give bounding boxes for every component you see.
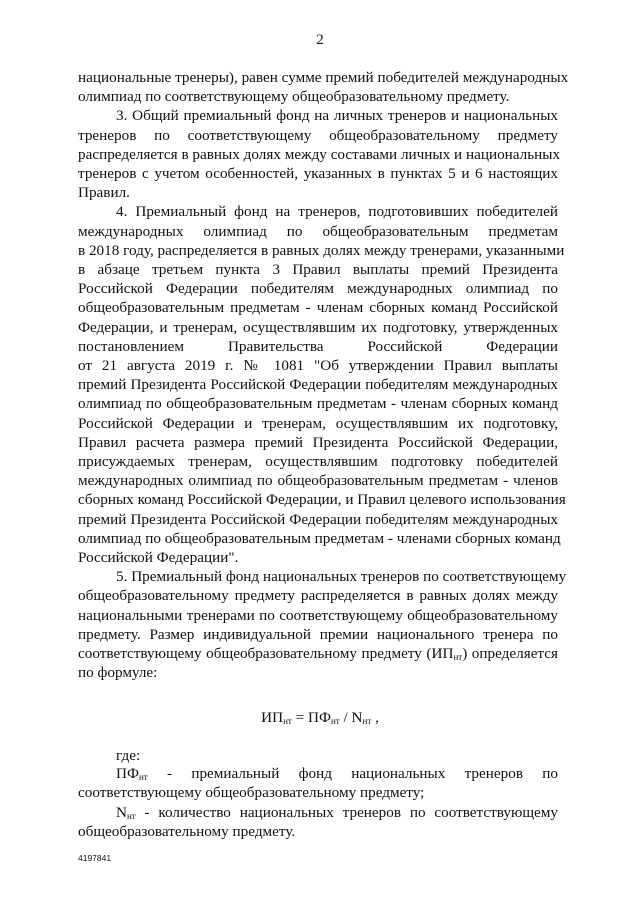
text-line	[78, 279, 558, 299]
text-line	[78, 586, 558, 606]
text-line-main: от 21 августа 2019 г. № 1081 "Об утверждении Правил выплаты	[78, 357, 558, 374]
text-line-main: соответствующему общеобразовательному предмету (ИП	[78, 645, 454, 662]
text-line-main: международных олимпиад по общеобразовательным предметам - членов	[78, 472, 558, 490]
text-line-rest: - количество национальных тренеров по соответствующему	[135, 803, 558, 821]
text-line-rest: ) определяется	[462, 645, 558, 662]
text-line-main: Российской Федерации".	[78, 549, 239, 566]
text-line	[78, 87, 558, 107]
text-line	[78, 394, 558, 414]
where-label: где:	[116, 747, 141, 764]
text-line	[78, 510, 558, 530]
text-line-main: предмету. Размер индивидуальной премии национального тренера по	[78, 625, 558, 643]
text-line	[78, 337, 558, 357]
text-line-main: олимпиад по общеобразовательным предметам - членам сборных команд	[78, 395, 558, 413]
text-line	[78, 414, 558, 434]
text-line-main: национальными тренерами по соответствующему общеобразовательному	[78, 606, 558, 624]
text-line	[116, 764, 558, 784]
text-line	[78, 183, 558, 203]
text-line	[78, 126, 558, 146]
text-line-main: олимпиад по общеобразовательным предметам - членами сборных команд	[78, 529, 561, 547]
text-line-main: тренеров с учетом особенностей, указанных в пунктах 5 и 6 настоящих	[78, 165, 558, 182]
formula-n-sub: нт	[362, 716, 372, 726]
text-line-main: Федерации, и тренерам, осуществлявшим их подготовку, утвержденных	[78, 318, 558, 336]
text-line-main: тренеров по соответствующему общеобразовательному предмету	[78, 126, 558, 144]
text-line-main: присуждаемых тренерам, осуществлявшим подготовку победителей	[78, 453, 558, 470]
text-line	[78, 164, 558, 184]
text-line	[78, 625, 558, 645]
text-line	[78, 356, 558, 376]
text-line-main: премий Президента Российской Федерации победителям международных	[78, 510, 558, 528]
text-line	[78, 490, 566, 510]
text-line-main: ПФ	[116, 765, 139, 782]
text-line	[78, 663, 558, 683]
formula-ip: ИП	[261, 709, 284, 726]
subscript: нт	[126, 810, 136, 821]
text-line-main: 3. Общий премиальный фонд на личных тренеров и национальных	[116, 107, 558, 125]
formula-equals: =	[291, 709, 308, 726]
formula-n: N	[351, 709, 363, 726]
text-line-main: распределяется в равных долях между составами личных и национальных	[78, 145, 561, 163]
text-line	[78, 822, 558, 842]
text-line-main: соответствующему общеобразовательному предмету;	[78, 784, 425, 802]
formula	[0, 708, 640, 728]
text-line-main: сборных команд Российской Федерации, и Правил целевого использования	[78, 491, 566, 509]
formula-ip-sub: нт	[283, 716, 292, 726]
text-line-main: общеобразовательному предмету распределяется в равных долях между	[78, 587, 558, 605]
page-number: 2	[316, 32, 324, 48]
text-line-main: Правил.	[78, 184, 130, 202]
text-line-main: в 2018 году, распределяется в равных долях между тренерами, указанными	[78, 241, 565, 259]
text-line-main: N	[116, 803, 127, 821]
text-line	[78, 298, 558, 318]
text-line	[78, 644, 558, 664]
text-line-main: Российской Федерации победителям международных олимпиад по	[78, 280, 558, 298]
formula-divide: /	[339, 709, 352, 726]
text-line	[78, 375, 558, 395]
text-line	[116, 803, 558, 823]
text-line	[78, 222, 558, 242]
text-line	[78, 452, 558, 472]
text-line	[116, 567, 567, 587]
text-line	[78, 606, 558, 626]
formula-end: ,	[371, 709, 379, 726]
text-line	[78, 318, 558, 338]
text-line-main: Российской Федерации и тренерам, осуществлявшим их подготовку,	[78, 414, 558, 432]
text-line-main: общеобразовательному предмету.	[78, 823, 296, 841]
text-line	[116, 202, 558, 222]
text-line	[78, 433, 558, 453]
text-line-main: национальные тренеры), равен сумме премий победителей международных	[78, 69, 569, 86]
text-line-main: Правил расчета размера премий Президента Российской Федерации,	[78, 433, 558, 451]
text-line-main: олимпиад по соответствующему общеобразовательному предмету.	[78, 88, 510, 106]
text-line	[78, 68, 569, 88]
text-line	[78, 529, 561, 549]
text-line	[78, 783, 558, 803]
text-line-main: 4. Премиальный фонд на тренеров, подготовивших победителей	[116, 203, 558, 221]
text-line	[78, 548, 558, 568]
formula-pf: ПФ	[308, 709, 331, 726]
subscript: нт	[453, 652, 463, 662]
text-line	[78, 145, 561, 165]
text-line-rest: - премиальный фонд национальных тренеров по	[147, 765, 558, 782]
text-line-main: премий Президента Российской Федерации победителям международных	[78, 376, 558, 394]
text-line-main: по формуле:	[78, 664, 158, 682]
text-line	[78, 241, 565, 261]
text-line-main: 5. Премиальный фонд национальных тренеров по соответствующему	[116, 568, 567, 586]
document-id: 4197841	[78, 853, 112, 863]
text-line-main: общеобразовательным предметам - членам сборных команд Российской	[78, 299, 558, 317]
text-line-main: постановлением Правительства Российской Федерации	[78, 337, 558, 355]
text-line	[78, 471, 558, 491]
text-line-main: международных олимпиад по общеобразовательным предметам	[78, 222, 558, 240]
text-line	[116, 106, 558, 126]
text-line-main: в абзаце третьем пункта 3 Правил выплаты премий Президента	[78, 261, 558, 278]
text-line	[78, 260, 558, 280]
formula-pf-sub: нт	[330, 716, 340, 726]
subscript: нт	[138, 772, 148, 782]
